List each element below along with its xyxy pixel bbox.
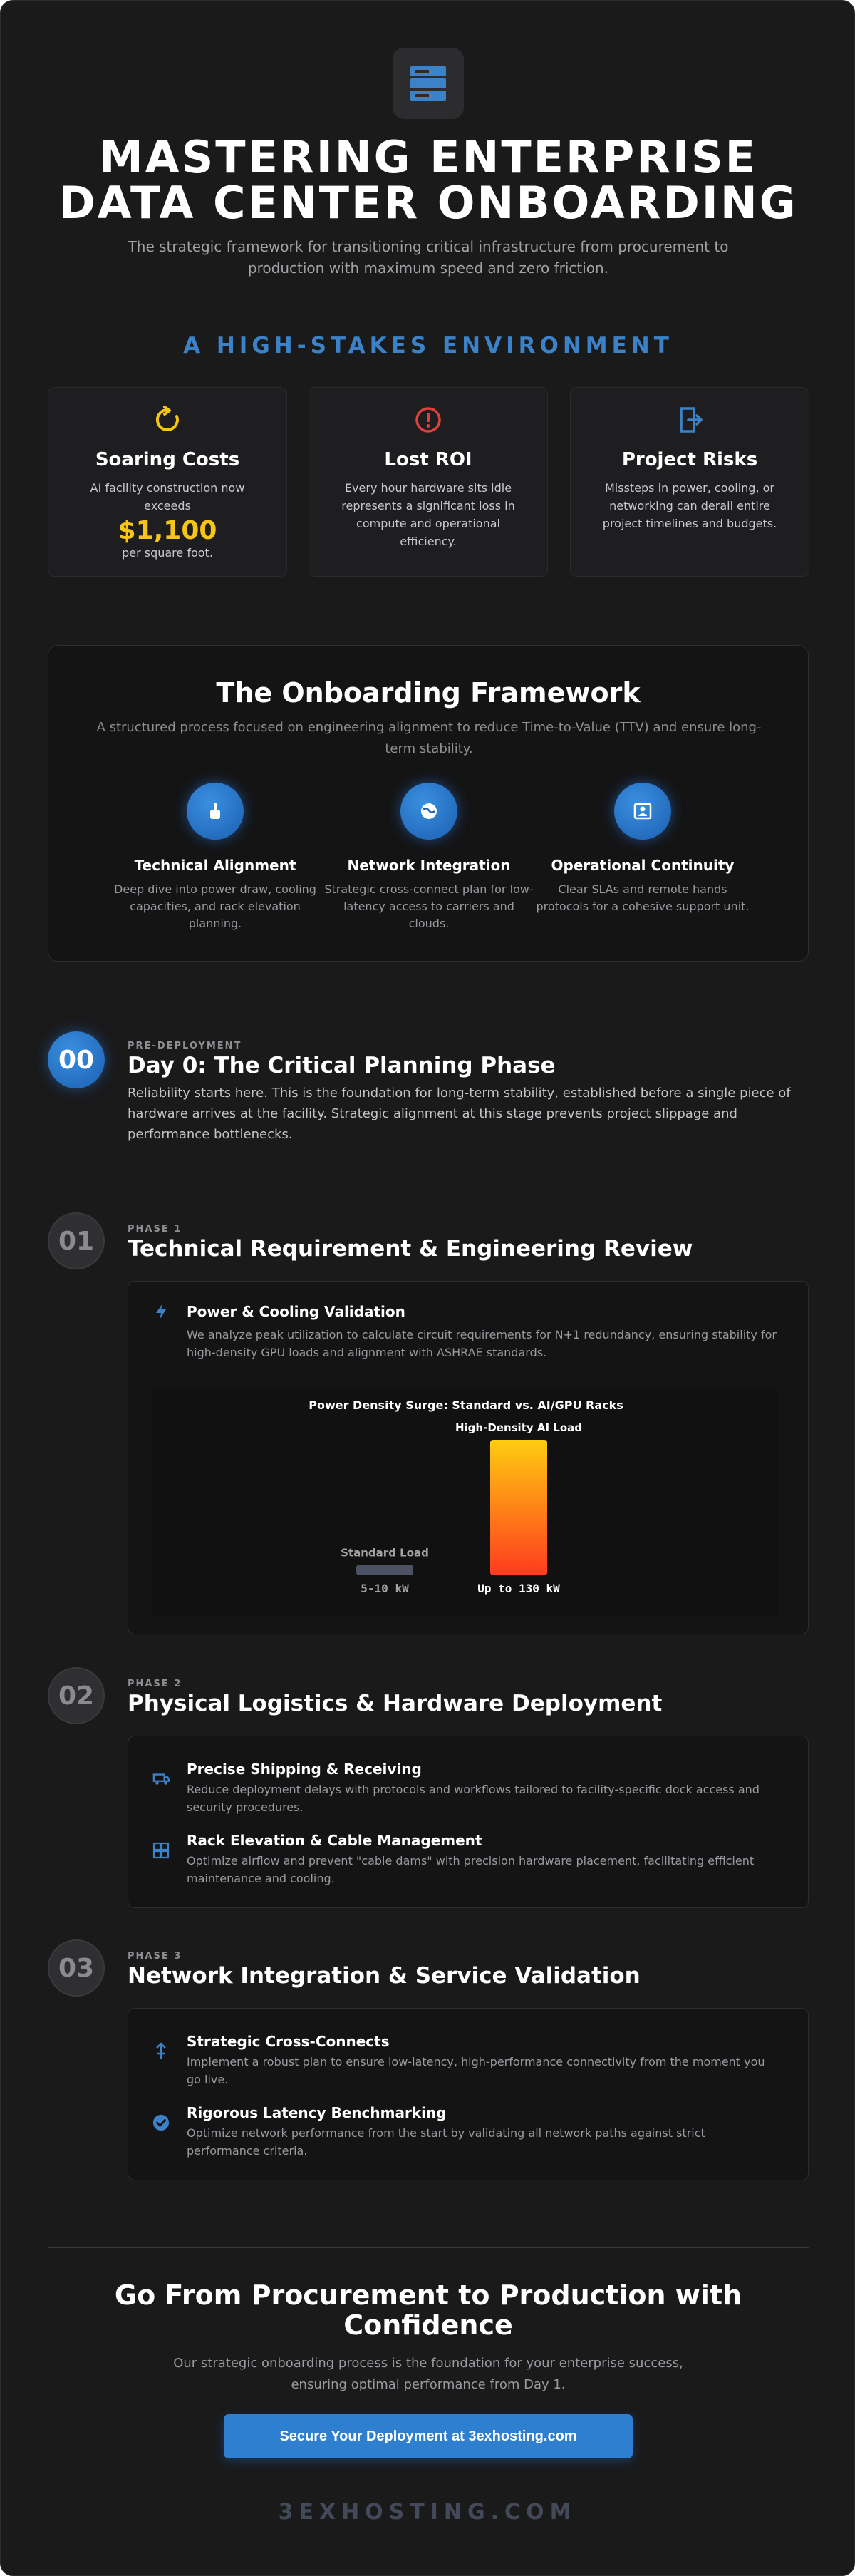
phase-title: Physical Logistics & Hardware Deployment bbox=[128, 1691, 663, 1716]
divider bbox=[48, 2247, 809, 2248]
phase-number-01: 01 bbox=[48, 1212, 105, 1269]
stat-card-roi bbox=[309, 387, 548, 577]
feature-text: Optimize airflow and prevent "cable dams" with precision hardware placement, facilitating efficient maintenance and cooling. bbox=[187, 1854, 755, 1885]
cta-subtitle: Our strategic onboarding process is the foundation for your enterprise success, ensuring optimal performance from Day 1. bbox=[173, 2356, 683, 2392]
card-text: Every hour hardware sits idle represents a significant loss in compute and operational efficiency. bbox=[341, 481, 515, 548]
card-title: Soaring Costs bbox=[95, 449, 240, 470]
chart-title: Power Density Surge: Standard vs. AI/GPU Racks bbox=[309, 1398, 623, 1412]
feature-title: Strategic Cross-Connects bbox=[187, 2033, 390, 2050]
phase2-panel bbox=[128, 1736, 809, 1908]
feature-title: Power & Cooling Validation bbox=[187, 1303, 405, 1320]
section-label-environment: A HIGH-STAKES ENVIRONMENT bbox=[183, 333, 673, 359]
phase-number-03: 03 bbox=[48, 1939, 105, 1997]
chart-canvas bbox=[152, 1389, 779, 1617]
chart-category-label: High-Density AI Load bbox=[455, 1421, 583, 1434]
pillar-technical-alignment bbox=[108, 783, 322, 932]
phase-kicker: PHASE 2 bbox=[128, 1679, 182, 1689]
phase-number-02: 02 bbox=[48, 1667, 105, 1724]
chart-value-label: 5-10 kW bbox=[361, 1582, 409, 1595]
pillar-title: Technical Alignment bbox=[134, 857, 296, 874]
pillar-network-integration bbox=[322, 783, 536, 932]
support-badge-icon bbox=[614, 783, 671, 840]
phase-number-00: 00 bbox=[48, 1031, 105, 1088]
network-globe-icon bbox=[400, 783, 457, 840]
card-text: Missteps in power, cooling, or networking can derail entire project timelines and budgets. bbox=[602, 481, 777, 530]
card-text-after: per square foot. bbox=[122, 546, 213, 560]
phase1-panel bbox=[128, 1281, 809, 1634]
framework-description: A structured process focused on engineering alignment to reduce Time-to-Value (TTV) and ensure long-term stability. bbox=[96, 720, 762, 756]
framework-panel bbox=[48, 645, 809, 962]
chart-value-label: Up to 130 kW bbox=[477, 1582, 560, 1595]
cross-connect-icon bbox=[152, 2043, 170, 2060]
phase3-panel bbox=[128, 2008, 809, 2180]
feature-text: Implement a robust plan to ensure low-latency, high-performance connectivity from the moment you go live. bbox=[187, 2055, 765, 2086]
phase-kicker: PHASE 3 bbox=[128, 1951, 182, 1962]
feature-title: Rigorous Latency Benchmarking bbox=[187, 2104, 447, 2121]
phase-title: Network Integration & Service Validation bbox=[128, 1963, 641, 1989]
feature-title: Rack Elevation & Cable Management bbox=[187, 1832, 482, 1849]
rack-layout-icon bbox=[152, 1842, 170, 1859]
pillar-text: Deep dive into power draw, cooling capacities, and rack elevation planning. bbox=[114, 882, 316, 930]
pillar-title: Network Integration bbox=[347, 857, 511, 874]
check-badge-icon bbox=[152, 2114, 170, 2131]
refresh-icon bbox=[48, 403, 286, 436]
phase-title: Technical Requirement & Engineering Review bbox=[128, 1236, 693, 1262]
chart-category-label: Standard Load bbox=[341, 1546, 429, 1560]
page-title: MASTERING ENTERPRISE DATA CENTER ONBOARDING bbox=[58, 131, 798, 229]
footer-brand: 3EXHOSTING.COM bbox=[278, 2500, 577, 2525]
stat-card-costs bbox=[48, 387, 287, 577]
feature-title: Precise Shipping & Receiving bbox=[187, 1761, 422, 1778]
server-logo-icon bbox=[393, 48, 464, 119]
card-text: AI facility construction now exceeds bbox=[90, 481, 245, 512]
alert-circle-icon bbox=[309, 403, 547, 436]
framework-title: The Onboarding Framework bbox=[216, 677, 641, 709]
phase-title: Day 0: The Critical Planning Phase bbox=[128, 1053, 556, 1078]
card-title: Project Risks bbox=[621, 449, 758, 470]
pillar-text: Strategic cross-connect plan for low-latency access to carriers and clouds. bbox=[324, 882, 534, 930]
feature-text: Reduce deployment delays with protocols and workflows tailored to facility-specific dock access and security procedures. bbox=[187, 1783, 760, 1814]
chart-bar-standard bbox=[356, 1565, 413, 1575]
stat-card-risks bbox=[570, 387, 809, 577]
truck-icon bbox=[152, 1771, 170, 1788]
pillar-title: Operational Continuity bbox=[551, 857, 735, 874]
pillar-text: Clear SLAs and remote hands protocols for a cohesive support unit. bbox=[536, 882, 750, 913]
chart-bar-ai bbox=[490, 1440, 547, 1575]
power-density-chart bbox=[152, 1389, 779, 1617]
exit-door-icon bbox=[571, 403, 809, 436]
hand-pointer-icon bbox=[187, 783, 244, 840]
cost-highlight: $1,100 bbox=[118, 516, 217, 545]
phase-kicker: PRE-DEPLOYMENT bbox=[128, 1041, 242, 1051]
phase-text: Reliability starts here. This is the foundation for long-term stability, established before a single piece of hardware arrives at the facility. Strategic alignment at this stage prevents project slippage and performance bottlenecks. bbox=[128, 1086, 791, 1142]
pillar-operational-continuity bbox=[536, 783, 750, 915]
feature-text: We analyze peak utilization to calculate circuit requirements for N+1 redundancy, ensuring stability for high-density GPU loads and alignment with ASHRAE standards. bbox=[187, 1328, 777, 1359]
feature-text: Optimize network performance from the start by validating all network paths against strict performance criteria. bbox=[187, 2126, 705, 2158]
lightning-icon bbox=[152, 1303, 170, 1320]
phase-kicker: PHASE 1 bbox=[128, 1224, 182, 1235]
card-title: Lost ROI bbox=[384, 449, 472, 470]
secure-deployment-button[interactable]: Secure Your Deployment at 3exhosting.com bbox=[224, 2414, 633, 2458]
page-subtitle: The strategic framework for transitioning critical infrastructure from procurement to production with maximum speed and zero friction. bbox=[128, 238, 729, 277]
cta-title: Go From Procurement to Production with Confidence bbox=[114, 2279, 742, 2341]
